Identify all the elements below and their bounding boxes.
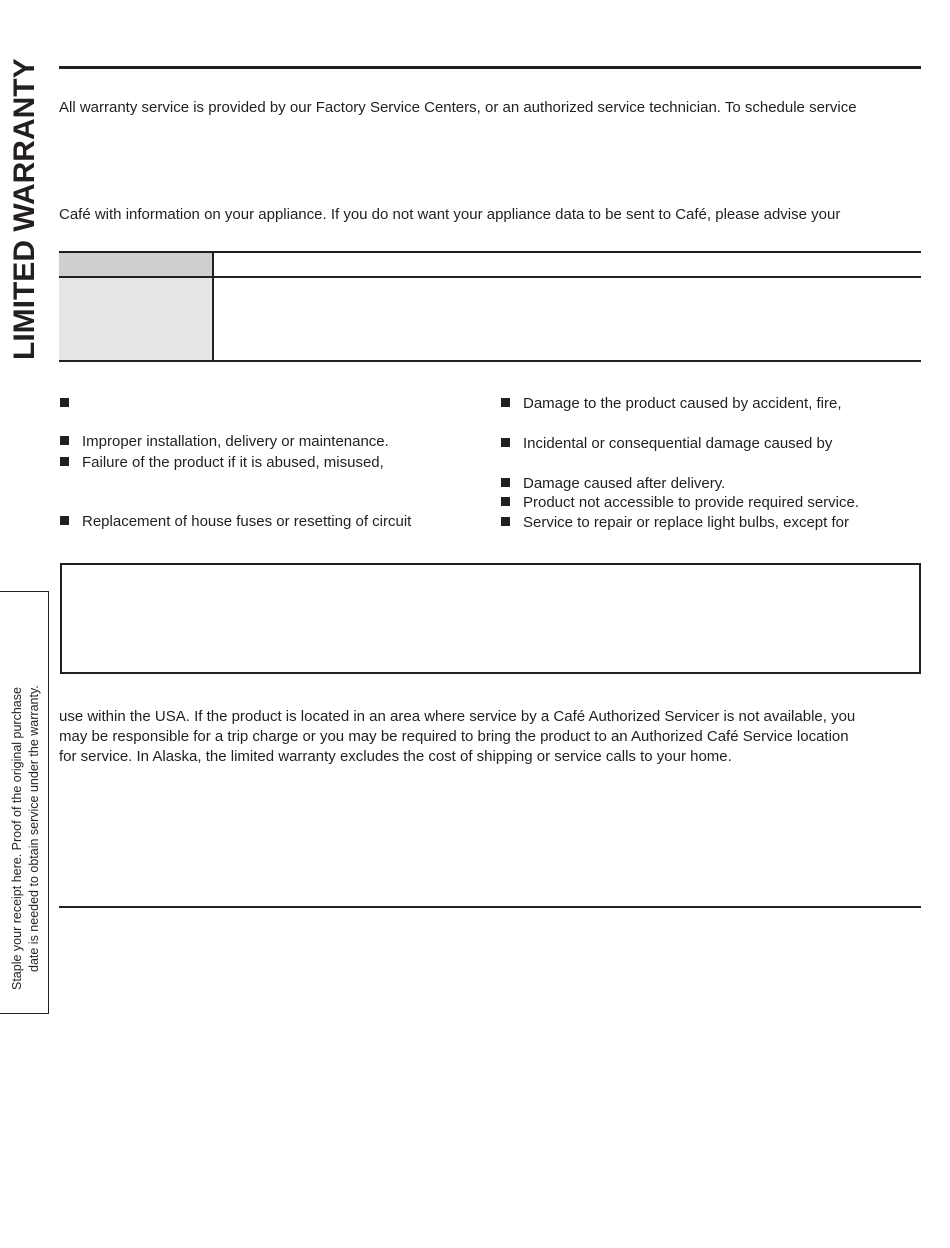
list-item-text: Incidental or consequential damage caused by [523,435,833,452]
bullet-square-icon [501,398,510,407]
bullet-square-icon [501,517,510,526]
bullet-square-icon [60,457,69,466]
list-item [501,513,849,533]
bullet-square-icon [60,398,69,407]
usa-paragraph-line-1: use within the USA. If the product is located in an area where service by a Café Authorized Servicer is not available, you [59,708,856,725]
page-side-title: LIMITED WARRANTY [8,58,41,360]
list-item-text: Product not accessible to provide required service. [523,494,860,511]
list-item-text: Improper installation, delivery or maintenance. [82,433,389,450]
list-item-text: Service to repair or replace light bulbs, except for [523,514,849,531]
bullet-square-icon [501,478,510,487]
bullet-square-icon [60,436,69,445]
table-column-divider [212,253,214,360]
table-bottom-rule [59,360,921,362]
list-item [501,493,859,513]
list-item-text: Damage caused after delivery. [523,475,726,492]
list-item [501,434,832,454]
list-item [60,432,389,452]
list-item [60,453,384,473]
intro-line-2: Café with information on your appliance. If you do not want your appliance data to be sent to Café, please advise your [59,206,841,223]
list-item [501,474,725,494]
warranty-table [59,251,921,361]
usa-paragraph-line-2: may be responsible for a trip charge or you may be required to bring the product to an Authorized Café Service location [59,728,849,745]
list-item [501,394,842,414]
list-item [60,394,82,414]
bottom-divider [59,906,921,908]
receipt-line-2: date is needed to obtain service under the warranty. [27,685,41,972]
top-divider [59,66,921,69]
bullet-square-icon [60,516,69,525]
intro-line-1: All warranty service is provided by our Factory Service Centers, or an authorized service technician. To schedule service [59,99,857,116]
list-item-text: Damage to the product caused by accident, fire, [523,395,842,412]
usa-paragraph-line-3: for service. In Alaska, the limited warranty excludes the cost of shipping or service calls to your home. [59,748,732,765]
receipt-instructions [9,610,43,990]
list-item-text: Failure of the product if it is abused, misused, [82,454,384,471]
notice-box [60,563,921,674]
receipt-line-1: Staple your receipt here. Proof of the original purchase [10,687,24,990]
bullet-square-icon [501,438,510,447]
table-period-cell [59,278,212,360]
list-item-text: Replacement of house fuses or resetting of circuit [82,513,412,530]
bullet-square-icon [501,497,510,506]
list-item [60,512,411,532]
table-header-cell [59,253,212,276]
